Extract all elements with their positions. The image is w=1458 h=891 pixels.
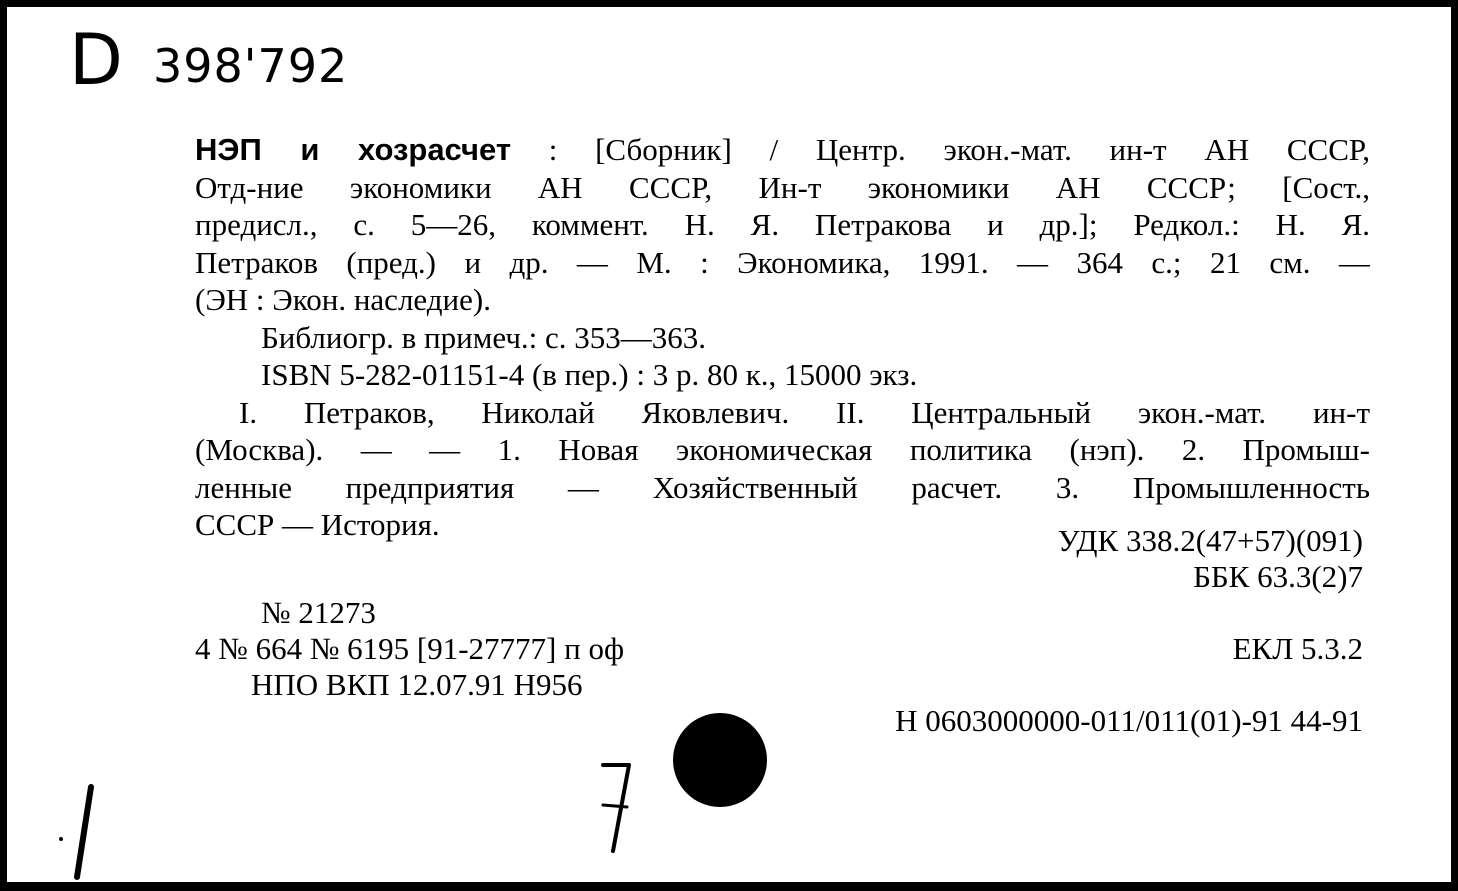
bibliography-note: Библиогр. в примеч.: с. 353—363. <box>261 319 707 355</box>
tracing-line-3: ленные предприятия — Хозяйственный расчет. 3. Промышленность <box>195 469 1370 505</box>
pencil-slash-mark <box>57 777 117 887</box>
record-title: НЭП и хозрасчет <box>195 132 512 167</box>
bbk-code: ББК 63.3(2)7 <box>1193 559 1363 594</box>
stamp-number: 398'792 <box>153 39 349 93</box>
print-number: № 21273 <box>261 595 376 630</box>
isbn-line: ISBN 5-282-01151-4 (в пер.) : 3 р. 80 к., 15000 экз. <box>261 357 918 392</box>
tracing-line-1: I. Петраков, Николай Яковлевич. II. Центральный экон.-мат. ин-т <box>239 394 1370 430</box>
record-line-5: (ЭН : Экон. наследие). <box>195 282 491 317</box>
print-press: НПО ВКП 12.07.91 Н956 <box>251 667 583 702</box>
record-line-1-rest: : [Сборник] / Центр. экон.-мат. ин-т АН СССР, <box>511 132 1370 167</box>
record-line-1 <box>195 131 1370 169</box>
tracing-line-4: СССР — История. <box>195 507 440 542</box>
punch-dot <box>673 713 767 807</box>
bibliographic-record <box>195 131 1370 544</box>
record-line-4: Петраков (пред.) и др. — М. : Экономика, 1991. — 364 с.; 21 см. — <box>195 244 1370 280</box>
print-order: 4 № 664 № 6195 [91-27777] п оф <box>195 631 625 666</box>
record-line-3: предисл., с. 5—26, коммент. Н. Я. Петракова и др.]; Редкол.: Н. Я. <box>195 207 1370 242</box>
udk-code: УДК 338.2(47+57)(091) <box>1057 523 1363 558</box>
ekl-code: ЕКЛ 5.3.2 <box>1232 631 1363 666</box>
tracing-line-2: (Москва). — — 1. Новая экономическая политика (нэп). 2. Промыш- <box>195 432 1370 467</box>
index-code: Н 0603000000-011/011(01)-91 44-91 <box>895 703 1363 738</box>
handwritten-seven-mark <box>593 755 643 865</box>
stamp-letter: D <box>69 19 123 101</box>
record-line-2: Отд-ние экономики АН СССР, Ин-т экономики АН СССР; [Сост., <box>195 169 1370 205</box>
